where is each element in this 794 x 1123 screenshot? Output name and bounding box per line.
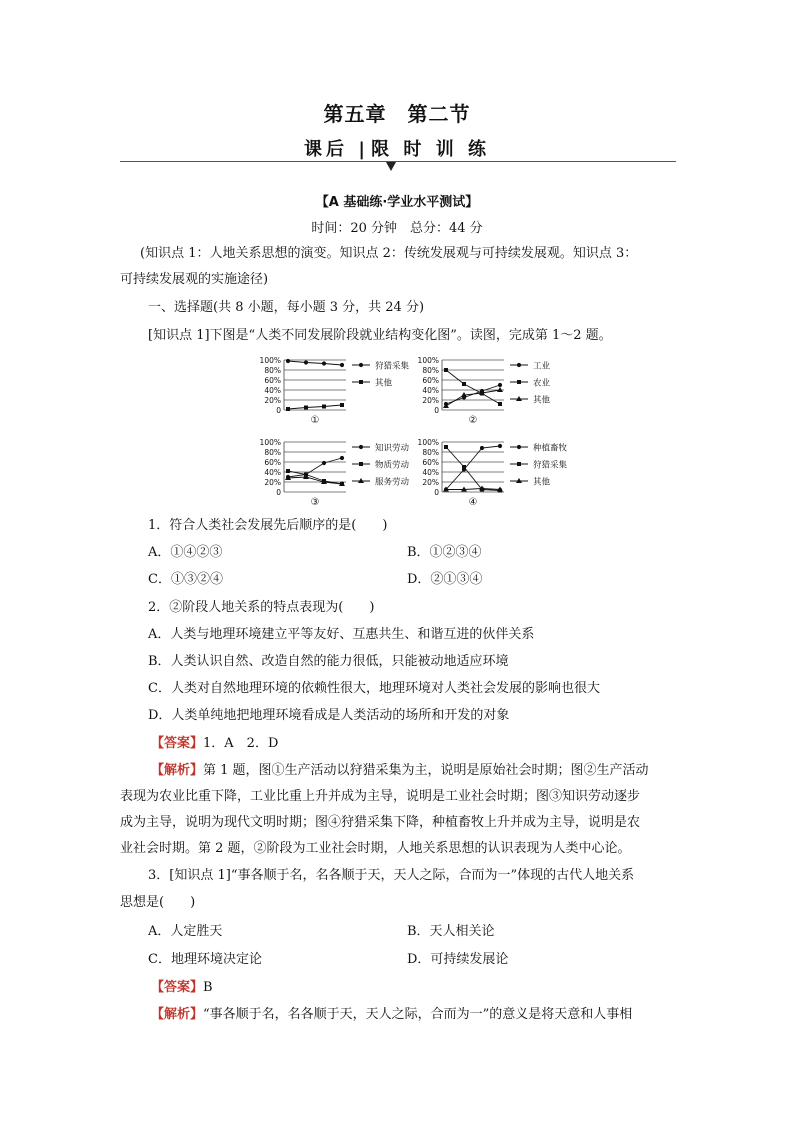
legend-marker bbox=[517, 445, 521, 449]
q2-option-b[interactable]: B．人类认识自然、改造自然的能力很低，只能被动地适应环境 bbox=[148, 654, 509, 669]
y-tick-label: 0 bbox=[276, 406, 281, 415]
chart-label: ① bbox=[310, 415, 320, 426]
data-point bbox=[286, 469, 290, 473]
chart-panel-2 bbox=[418, 356, 551, 426]
y-tick-label: 100% bbox=[417, 356, 439, 365]
legend-label: 农业 bbox=[533, 378, 551, 389]
legend-label: 狩猎采集 bbox=[375, 361, 410, 372]
analysis-3-line1 bbox=[151, 1005, 632, 1025]
y-tick-label: 60% bbox=[422, 458, 439, 467]
data-point bbox=[322, 461, 326, 465]
data-point bbox=[462, 465, 466, 469]
y-tick-label: 20% bbox=[264, 396, 281, 405]
legend-marker bbox=[359, 380, 363, 384]
answer-1 bbox=[151, 734, 278, 754]
page-title: 第五章 第二节 bbox=[323, 102, 471, 126]
data-point bbox=[443, 403, 449, 408]
data-point bbox=[444, 445, 448, 449]
data-point bbox=[340, 456, 344, 460]
y-tick-label: 0 bbox=[434, 488, 439, 497]
legend-marker bbox=[517, 462, 521, 466]
y-tick-label: 20% bbox=[422, 396, 439, 405]
data-point bbox=[498, 383, 502, 387]
question-intro: [知识点 1]下图是“人类不同发展阶段就业结构变化图”。读图，完成第 1～2 题。 bbox=[148, 328, 612, 343]
q1-option-b[interactable]: B．①②③④ bbox=[407, 545, 482, 560]
y-tick-label: 40% bbox=[264, 468, 281, 477]
legend-label: 工业 bbox=[533, 361, 551, 372]
data-point bbox=[322, 361, 326, 365]
legend-label: 狩猎采集 bbox=[533, 460, 568, 471]
y-tick-label: 80% bbox=[422, 448, 439, 457]
chart-label: ② bbox=[468, 415, 478, 426]
series-line bbox=[288, 405, 342, 409]
y-tick-label: 20% bbox=[264, 478, 281, 487]
part-one-heading: 一、选择题(共 8 小题，每小题 3 分，共 24 分) bbox=[148, 300, 425, 315]
legend-marker bbox=[517, 363, 521, 367]
y-tick-label: 40% bbox=[422, 468, 439, 477]
analysis-tag: 【解析】 bbox=[151, 763, 204, 778]
data-point bbox=[497, 387, 503, 392]
page-subtitle bbox=[0, 135, 794, 161]
legend-label: 其他 bbox=[375, 378, 393, 389]
data-point bbox=[304, 406, 308, 410]
data-point bbox=[480, 446, 484, 450]
legend-marker bbox=[516, 396, 522, 401]
chart-panel-4 bbox=[418, 438, 568, 508]
answer-tag: 【答案】 bbox=[151, 980, 204, 995]
subtitle-part2: 限 时 训 练 bbox=[371, 139, 490, 160]
analysis-1-line4: 业社会时期。第 2 题，②阶段为工业社会时期，人地关系思想的认识表现为人类中心论。 bbox=[120, 841, 631, 856]
legend-marker bbox=[359, 363, 363, 367]
y-tick-label: 100% bbox=[259, 356, 281, 365]
series-line bbox=[446, 390, 500, 406]
q1-option-a[interactable]: A．①④②③ bbox=[148, 545, 223, 560]
series-line bbox=[288, 361, 342, 365]
y-tick-label: 0 bbox=[434, 406, 439, 415]
y-tick-label: 40% bbox=[422, 386, 439, 395]
q1-option-d[interactable]: D．②①③④ bbox=[407, 572, 483, 587]
q3-option-d[interactable]: D．可持续发展论 bbox=[407, 952, 509, 967]
y-tick-label: 100% bbox=[417, 438, 439, 447]
legend-label: 知识劳动 bbox=[375, 443, 410, 454]
data-point bbox=[498, 444, 502, 448]
data-point bbox=[462, 382, 466, 386]
series-line bbox=[288, 458, 342, 477]
analysis-tag: 【解析】 bbox=[151, 1007, 204, 1022]
knowledge-points-line2: 可持续发展观的实施途径) bbox=[120, 272, 269, 287]
chart-label: ③ bbox=[310, 497, 320, 508]
y-tick-label: 0 bbox=[276, 488, 281, 497]
analysis-1-line3: 成为主导，说明为现代文明时期；图④狩猎采集下降，种植畜牧上升并成为主导，说明是农 bbox=[120, 815, 641, 830]
y-tick-label: 40% bbox=[264, 386, 281, 395]
series-line bbox=[446, 370, 500, 404]
header-rule bbox=[120, 161, 676, 162]
data-point bbox=[340, 363, 344, 367]
analysis-text: 第 1 题，图①生产活动以狩猎采集为主，说明是原始社会时期；图②生产活动 bbox=[203, 763, 649, 778]
y-tick-label: 80% bbox=[422, 366, 439, 375]
data-point bbox=[286, 407, 290, 411]
q3-stem-line1: 3．[知识点 1]“事各顺于名，名各顺于天，天人之际，合而为一”体现的古代人地关系 bbox=[148, 868, 635, 883]
analysis-1-line2: 表现为农业比重下降，工业比重上升并成为主导，说明是工业社会时期；图③知识劳动逐步 bbox=[120, 789, 641, 804]
data-point bbox=[286, 359, 290, 363]
subtitle-divider: | bbox=[358, 139, 372, 160]
y-tick-label: 60% bbox=[264, 376, 281, 385]
y-tick-label: 20% bbox=[422, 478, 439, 487]
answer-text: 1．A 2．D bbox=[203, 736, 279, 751]
chart-label: ④ bbox=[468, 497, 478, 508]
data-point bbox=[498, 402, 502, 406]
q2-option-a[interactable]: A．人类与地理环境建立平等友好、互惠共生、和谐互进的伙伴关系 bbox=[148, 627, 535, 642]
legend-marker bbox=[359, 445, 363, 449]
data-point bbox=[304, 360, 308, 364]
chart-panel-1 bbox=[260, 356, 410, 426]
analysis-text: “事各顺于名，名各顺于天，天人之际，合而为一”的意义是将天意和人事相 bbox=[203, 1007, 633, 1022]
answer-text: B bbox=[203, 980, 213, 995]
q3-stem-line2: 思想是( ) bbox=[120, 895, 196, 910]
q1-stem: 1．符合人类社会发展先后顺序的是( ) bbox=[148, 518, 388, 533]
legend-label: 其他 bbox=[533, 477, 551, 488]
q2-option-c[interactable]: C．人类对自然地理环境的依赖性很大，地理环境对人类社会发展的影响也很大 bbox=[148, 681, 600, 696]
knowledge-points-line1: (知识点 1：人地关系思想的演变。知识点 2：传统发展观与可持续发展观。知识点 3： bbox=[140, 246, 638, 261]
legend-label: 服务劳动 bbox=[375, 477, 410, 488]
y-tick-label: 60% bbox=[422, 376, 439, 385]
legend-label: 种植畜牧 bbox=[533, 443, 568, 454]
header-triangle-icon bbox=[386, 162, 396, 171]
data-point bbox=[340, 403, 344, 407]
section-title: 【A 基础练·学业水平测试】 bbox=[315, 195, 479, 210]
legend-marker bbox=[516, 478, 522, 483]
series-line bbox=[446, 489, 500, 490]
q2-stem: 2．②阶段人地关系的特点表现为( ) bbox=[148, 600, 375, 615]
legend-marker bbox=[517, 380, 521, 384]
analysis-1-line1 bbox=[151, 761, 649, 781]
series-line bbox=[446, 446, 500, 490]
q3-option-a[interactable]: A．人定胜天 bbox=[148, 924, 223, 939]
answer-3 bbox=[151, 978, 213, 998]
q2-option-d[interactable]: D．人类单纯地把地理环境看成是人类活动的场所和开发的对象 bbox=[148, 708, 510, 723]
y-tick-label: 80% bbox=[264, 366, 281, 375]
subtitle-part1: 课后 bbox=[304, 139, 349, 160]
employment-charts bbox=[240, 348, 640, 516]
y-tick-label: 60% bbox=[264, 458, 281, 467]
y-tick-label: 80% bbox=[264, 448, 281, 457]
data-point bbox=[444, 368, 448, 372]
legend-label: 其他 bbox=[533, 395, 551, 406]
data-point bbox=[322, 405, 326, 409]
series-line bbox=[446, 447, 500, 491]
legend-marker bbox=[359, 462, 363, 466]
time-info: 时间：20 分钟 总分：44 分 bbox=[311, 221, 483, 236]
chart-panel-3 bbox=[260, 438, 410, 508]
q3-option-b[interactable]: B．天人相关论 bbox=[407, 924, 495, 939]
q3-option-c[interactable]: C．地理环境决定论 bbox=[148, 952, 262, 967]
legend-label: 物质劳动 bbox=[375, 460, 410, 471]
y-tick-label: 100% bbox=[259, 438, 281, 447]
answer-tag: 【答案】 bbox=[151, 736, 204, 751]
legend-marker bbox=[358, 478, 364, 483]
q1-option-c[interactable]: C．①③②④ bbox=[148, 572, 223, 587]
